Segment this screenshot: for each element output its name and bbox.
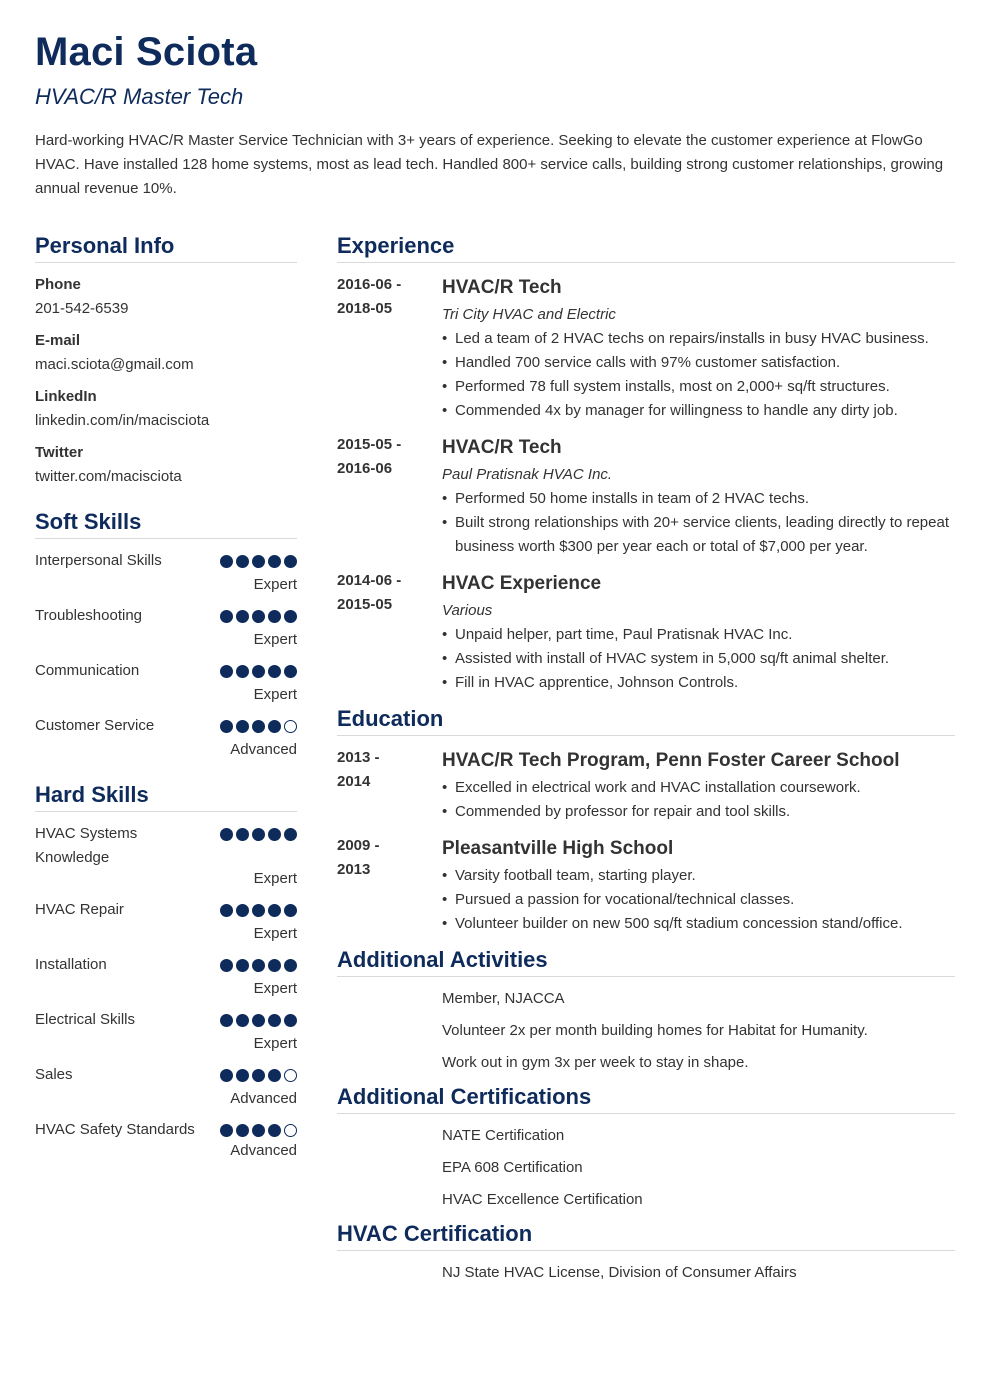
entry-item [337, 433, 955, 559]
date-start: 2009 - [337, 837, 380, 854]
filled-dot-icon [284, 555, 297, 568]
experience-heading: Experience [337, 232, 955, 263]
hard-skills-heading: Hard Skills [35, 781, 297, 812]
linkedin-label: LinkedIn [35, 388, 97, 405]
filled-dot-icon [252, 720, 265, 733]
skill-name: Sales [35, 1066, 73, 1083]
skill-row [35, 659, 297, 707]
list-item: Work out in gym 3x per week to stay in shape. [442, 1054, 749, 1071]
skill-level: Expert [253, 631, 297, 648]
list-item: Volunteer 2x per month building homes for Habitat for Humanity. [442, 1022, 868, 1039]
skill-name: Troubleshooting [35, 607, 143, 624]
twitter-value: twitter.com/macisciota [35, 468, 182, 485]
filled-dot-icon [252, 1069, 265, 1082]
skill-row [35, 1118, 297, 1163]
skill-level: Expert [253, 870, 297, 887]
filled-dot-icon [252, 610, 265, 623]
skill-name: Interpersonal Skills [35, 552, 162, 569]
bullet-item: • Performed 78 full system installs, most on 2,000+ sq/ft structures. [442, 375, 955, 399]
skill-row [35, 1008, 297, 1056]
skill-row [35, 822, 297, 891]
bullet-list [442, 776, 955, 824]
bullet-item: • Unpaid helper, part time, Paul Pratisnak HVAC Inc. [442, 623, 955, 647]
entry-date [337, 746, 417, 794]
filled-dot-icon [252, 665, 265, 678]
list-item: EPA 608 Certification [442, 1159, 583, 1176]
additional-activities-list [442, 987, 955, 1075]
entry-title: HVAC Experience [442, 573, 602, 594]
linkedin-value: linkedin.com/in/macisciota [35, 412, 210, 429]
skill-rating [220, 1069, 297, 1083]
skill-row [35, 714, 297, 762]
additional-certifications-list [442, 1124, 955, 1212]
entry-body [442, 273, 955, 423]
bullet-list [442, 864, 955, 936]
skill-rating [220, 665, 297, 679]
entry-date [337, 273, 417, 321]
email-label: E-mail [35, 332, 81, 349]
entry-title: HVAC/R Tech [442, 437, 562, 458]
filled-dot-icon [268, 555, 281, 568]
skill-rating [220, 610, 297, 624]
filled-dot-icon [252, 1014, 265, 1027]
additional-activities-heading: Additional Activities [337, 946, 955, 977]
skill-row [35, 953, 297, 1001]
filled-dot-icon [284, 665, 297, 678]
education-heading: Education [337, 705, 955, 736]
entry-body [442, 569, 955, 695]
filled-dot-icon [220, 959, 233, 972]
date-start: 2015-05 - [337, 436, 402, 453]
bullet-list [442, 623, 955, 695]
email-value: maci.sciota@gmail.com [35, 356, 194, 373]
entry-title: HVAC/R Tech [442, 277, 562, 298]
filled-dot-icon [284, 828, 297, 841]
filled-dot-icon [252, 959, 265, 972]
filled-dot-icon [236, 610, 249, 623]
empty-dot-icon [284, 720, 297, 733]
skill-level: Expert [253, 576, 297, 593]
filled-dot-icon [220, 555, 233, 568]
filled-dot-icon [236, 1014, 249, 1027]
summary: Hard-working HVAC/R Master Service Technician with 3+ years of experience. Seeking to elevate the customer experience at FlowGo HVAC. Have installed 128 home systems, most as lead tech. Handled 800+ service calls, building strong customer relationships, growing annual revenue 10%. [35, 132, 944, 197]
left-column [35, 232, 297, 1170]
hvac-certification-heading: HVAC Certification [337, 1220, 955, 1251]
bullet-list [442, 327, 955, 423]
skill-rating [220, 1124, 297, 1138]
filled-dot-icon [220, 665, 233, 678]
entry-date [337, 433, 417, 481]
bullet-item: • Handled 700 service calls with 97% customer satisfaction. [442, 351, 955, 375]
entry-item [337, 569, 955, 695]
date-end: 2018-05 [337, 300, 393, 317]
entry-item [337, 746, 955, 824]
filled-dot-icon [268, 1014, 281, 1027]
entry-body [442, 433, 955, 559]
date-end: 2015-05 [337, 596, 393, 613]
personal-info-list [35, 273, 297, 489]
skill-level: Advanced [230, 1142, 297, 1159]
list-item: NJ State HVAC License, Division of Consumer Affairs [442, 1264, 797, 1281]
bullet-item: • Led a team of 2 HVAC techs on repairs/installs in busy HVAC business. [442, 327, 955, 351]
filled-dot-icon [236, 555, 249, 568]
filled-dot-icon [220, 904, 233, 917]
candidate-name: Maci Sciota [35, 30, 258, 74]
date-end: 2013 [337, 861, 371, 878]
bullet-item: • Built strong relationships with 20+ service clients, leading directly to repeat business worth $300 per year each or total of $7,000 per year. [442, 511, 955, 559]
filled-dot-icon [236, 959, 249, 972]
filled-dot-icon [220, 828, 233, 841]
twitter-label: Twitter [35, 444, 84, 461]
filled-dot-icon [252, 904, 265, 917]
skill-row [35, 549, 297, 597]
filled-dot-icon [236, 904, 249, 917]
skill-rating [220, 828, 297, 842]
list-item: NATE Certification [442, 1127, 565, 1144]
filled-dot-icon [236, 720, 249, 733]
entry-body [442, 746, 955, 824]
entry-company: Tri City HVAC and Electric [442, 306, 616, 323]
skill-row [35, 898, 297, 946]
soft-skills-heading: Soft Skills [35, 508, 297, 539]
skill-rating [220, 555, 297, 569]
entry-item [337, 834, 955, 936]
filled-dot-icon [268, 904, 281, 917]
skill-level: Expert [253, 925, 297, 942]
skill-name: Communication [35, 662, 140, 679]
right-column [337, 232, 955, 1293]
date-end: 2016-06 [337, 460, 393, 477]
filled-dot-icon [252, 555, 265, 568]
filled-dot-icon [284, 610, 297, 623]
entry-date [337, 834, 417, 882]
filled-dot-icon [268, 610, 281, 623]
filled-dot-icon [220, 720, 233, 733]
filled-dot-icon [252, 1124, 265, 1137]
filled-dot-icon [268, 1069, 281, 1082]
filled-dot-icon [236, 828, 249, 841]
date-start: 2013 - [337, 749, 380, 766]
bullet-item: • Commended by professor for repair and tool skills. [442, 800, 955, 824]
hard-skills-list [35, 822, 297, 1163]
filled-dot-icon [220, 1069, 233, 1082]
skill-name: HVAC Safety Standards [35, 1121, 195, 1138]
bullet-list [442, 487, 955, 559]
entry-company: Various [442, 602, 493, 619]
filled-dot-icon [284, 904, 297, 917]
skill-level: Advanced [230, 741, 297, 758]
hvac-certification-list [442, 1261, 955, 1285]
entry-date [337, 569, 417, 617]
empty-dot-icon [284, 1069, 297, 1082]
filled-dot-icon [220, 1124, 233, 1137]
filled-dot-icon [236, 665, 249, 678]
skill-rating [220, 720, 297, 734]
education-list [337, 746, 955, 936]
list-item: HVAC Excellence Certification [442, 1191, 643, 1208]
skill-rating [220, 904, 297, 918]
filled-dot-icon [268, 828, 281, 841]
filled-dot-icon [220, 1014, 233, 1027]
bullet-item: • Assisted with install of HVAC system in 5,000 sq/ft animal shelter. [442, 647, 955, 671]
skill-level: Expert [253, 686, 297, 703]
date-start: 2016-06 - [337, 276, 402, 293]
skill-name: HVAC Repair [35, 901, 124, 918]
filled-dot-icon [252, 828, 265, 841]
skill-row [35, 1063, 297, 1111]
filled-dot-icon [220, 610, 233, 623]
skill-rating [220, 959, 297, 973]
soft-skills-list [35, 549, 297, 762]
entry-company: Paul Pratisnak HVAC Inc. [442, 466, 613, 483]
skill-level: Expert [253, 980, 297, 997]
phone-value: 201-542-6539 [35, 300, 129, 317]
phone-label: Phone [35, 276, 81, 293]
filled-dot-icon [236, 1124, 249, 1137]
skill-name: Customer Service [35, 717, 155, 734]
bullet-item: • Varsity football team, starting player. [442, 864, 955, 888]
date-end: 2014 [337, 773, 371, 790]
empty-dot-icon [284, 1124, 297, 1137]
skill-name: Installation [35, 956, 107, 973]
list-item: Member, NJACCA [442, 990, 565, 1007]
filled-dot-icon [268, 665, 281, 678]
filled-dot-icon [268, 1124, 281, 1137]
additional-certifications-heading: Additional Certifications [337, 1083, 955, 1114]
filled-dot-icon [268, 959, 281, 972]
skill-rating [220, 1014, 297, 1028]
entry-title: Pleasantville High School [442, 838, 674, 859]
personal-info-heading: Personal Info [35, 232, 297, 263]
entry-title: HVAC/R Tech Program, Penn Foster Career School [442, 750, 900, 771]
bullet-item: • Excelled in electrical work and HVAC installation coursework. [442, 776, 955, 800]
bullet-item: • Commended 4x by manager for willingness to handle any dirty job. [442, 399, 955, 423]
bullet-item: • Fill in HVAC apprentice, Johnson Controls. [442, 671, 955, 695]
date-start: 2014-06 - [337, 572, 402, 589]
skill-level: Expert [253, 1035, 297, 1052]
bullet-item: • Pursued a passion for vocational/technical classes. [442, 888, 955, 912]
bullet-item: • Performed 50 home installs in team of 2 HVAC techs. [442, 487, 955, 511]
skill-level: Advanced [230, 1090, 297, 1107]
skill-name: HVAC Systems Knowledge [35, 825, 138, 866]
filled-dot-icon [284, 959, 297, 972]
skill-name: Electrical Skills [35, 1011, 136, 1028]
job-title: HVAC/R Master Tech [35, 84, 244, 109]
entry-item [337, 273, 955, 423]
filled-dot-icon [284, 1014, 297, 1027]
filled-dot-icon [236, 1069, 249, 1082]
filled-dot-icon [268, 720, 281, 733]
bullet-item: • Volunteer builder on new 500 sq/ft stadium concession stand/office. [442, 912, 955, 936]
experience-list [337, 273, 955, 695]
entry-body [442, 834, 955, 936]
skill-row [35, 604, 297, 652]
